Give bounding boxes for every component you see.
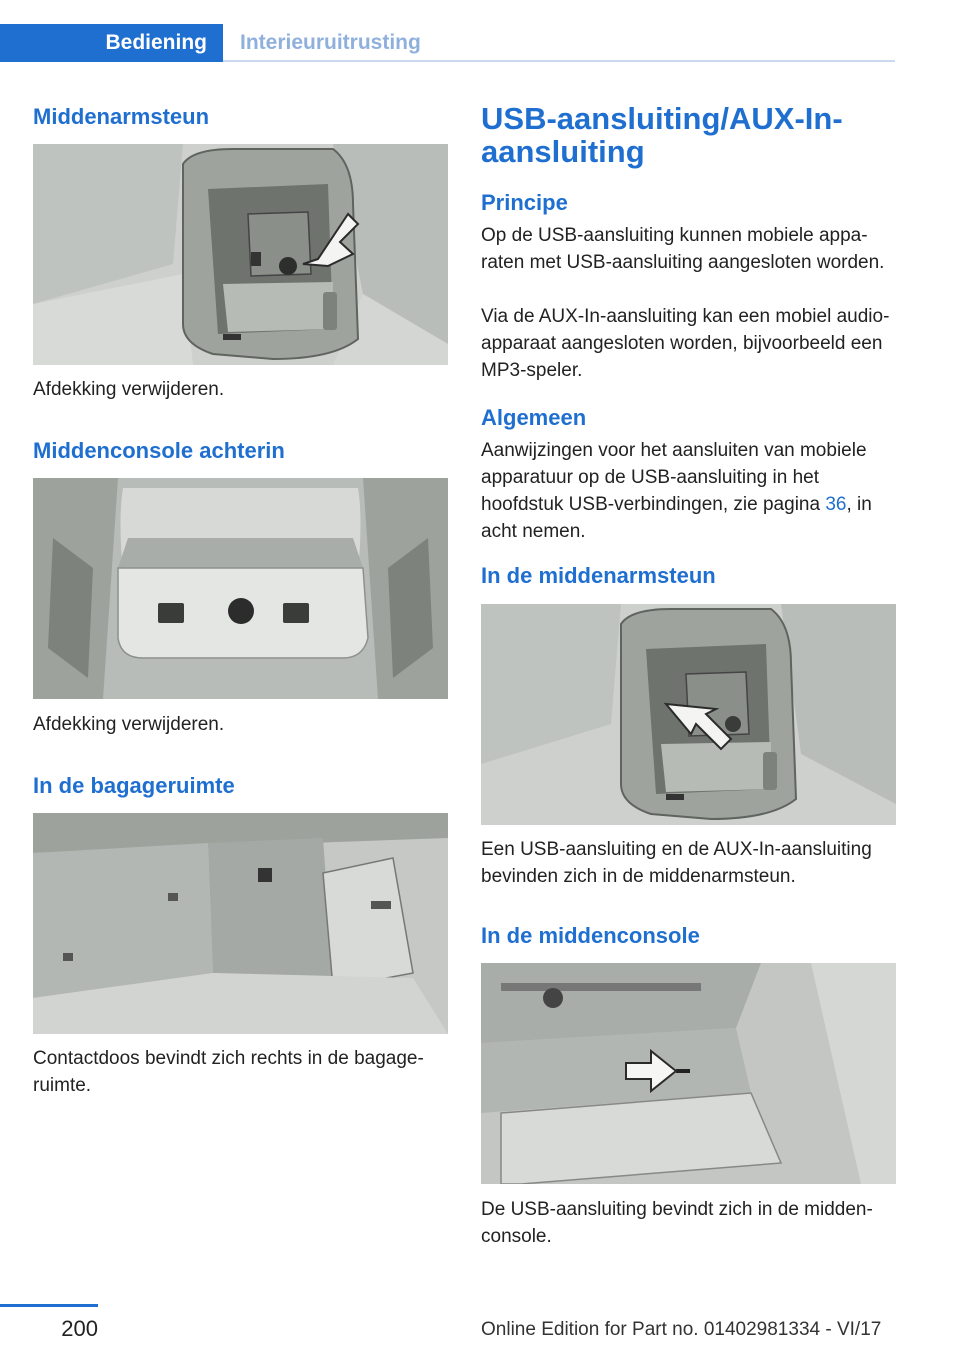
page-number: 200 bbox=[61, 1316, 98, 1341]
caption-console-usb: De USB-aansluiting bevindt zich in de middenconsole. bbox=[481, 1199, 873, 1247]
caption-luggage: Contactdoos bevindt zich rechts in de bagageruimte. bbox=[33, 1048, 424, 1096]
figure-armrest bbox=[33, 144, 448, 365]
subtitle-principe: Principe bbox=[481, 190, 568, 215]
tab-interieuruitrusting[interactable]: Interieuruitrusting bbox=[240, 31, 421, 54]
section-title-bagageruimte: In de bagageruimte bbox=[33, 773, 235, 798]
algemeen-text-a: Aanwijzingen voor het aansluiten van mobiele apparatuur op de USB-aansluiting in het hoofdstuk USB-verbindingen, zie pagina bbox=[481, 440, 867, 515]
header-tabs bbox=[0, 24, 895, 62]
footer-rule bbox=[0, 1304, 98, 1307]
tab-bediening[interactable]: Bediening bbox=[0, 24, 223, 62]
algemeen-text-b: , in acht nemen. bbox=[481, 494, 872, 542]
caption-rear-console: Afdekking verwijderen. bbox=[33, 714, 225, 735]
page-link-36[interactable]: 36 bbox=[825, 494, 847, 515]
figure-armrest-usb bbox=[481, 604, 896, 825]
principe-paragraph-1: Op de USB-aansluiting kunnen mobiele apparaten met USB-aansluiting aangesloten worden. bbox=[481, 225, 885, 273]
figure-rear-console bbox=[33, 478, 448, 699]
caption-armrest: Afdekking verwijderen. bbox=[33, 379, 225, 400]
section-title-in-de-middenarmsteun: In de middenarmsteun bbox=[481, 563, 716, 588]
header-rule bbox=[223, 60, 895, 62]
algemeen-paragraph bbox=[481, 437, 901, 545]
main-title: USB-aansluiting/AUX-In-aansluiting bbox=[481, 101, 843, 169]
principe-paragraph-2: Via de AUX-In-aansluiting kan een mobiel audio-apparaat aangesloten worden, bijvoorbeeld een MP3-speler. bbox=[481, 306, 890, 381]
caption-armrest-usb: Een USB-aansluiting en de AUX-In-aansluiting bevinden zich in de middenarmsteun. bbox=[481, 839, 872, 887]
subtitle-algemeen: Algemeen bbox=[481, 405, 587, 430]
figure-luggage bbox=[33, 813, 448, 1034]
edition-text: Online Edition for Part no. 01402981334 - VI/17 bbox=[481, 1319, 882, 1340]
section-title-middenconsole-achterin: Middenconsole achterin bbox=[33, 438, 285, 463]
figure-center-console-usb bbox=[481, 963, 896, 1184]
section-title-middenarmsteun: Middenarmsteun bbox=[33, 104, 210, 129]
section-title-in-de-middenconsole: In de middenconsole bbox=[481, 923, 700, 948]
